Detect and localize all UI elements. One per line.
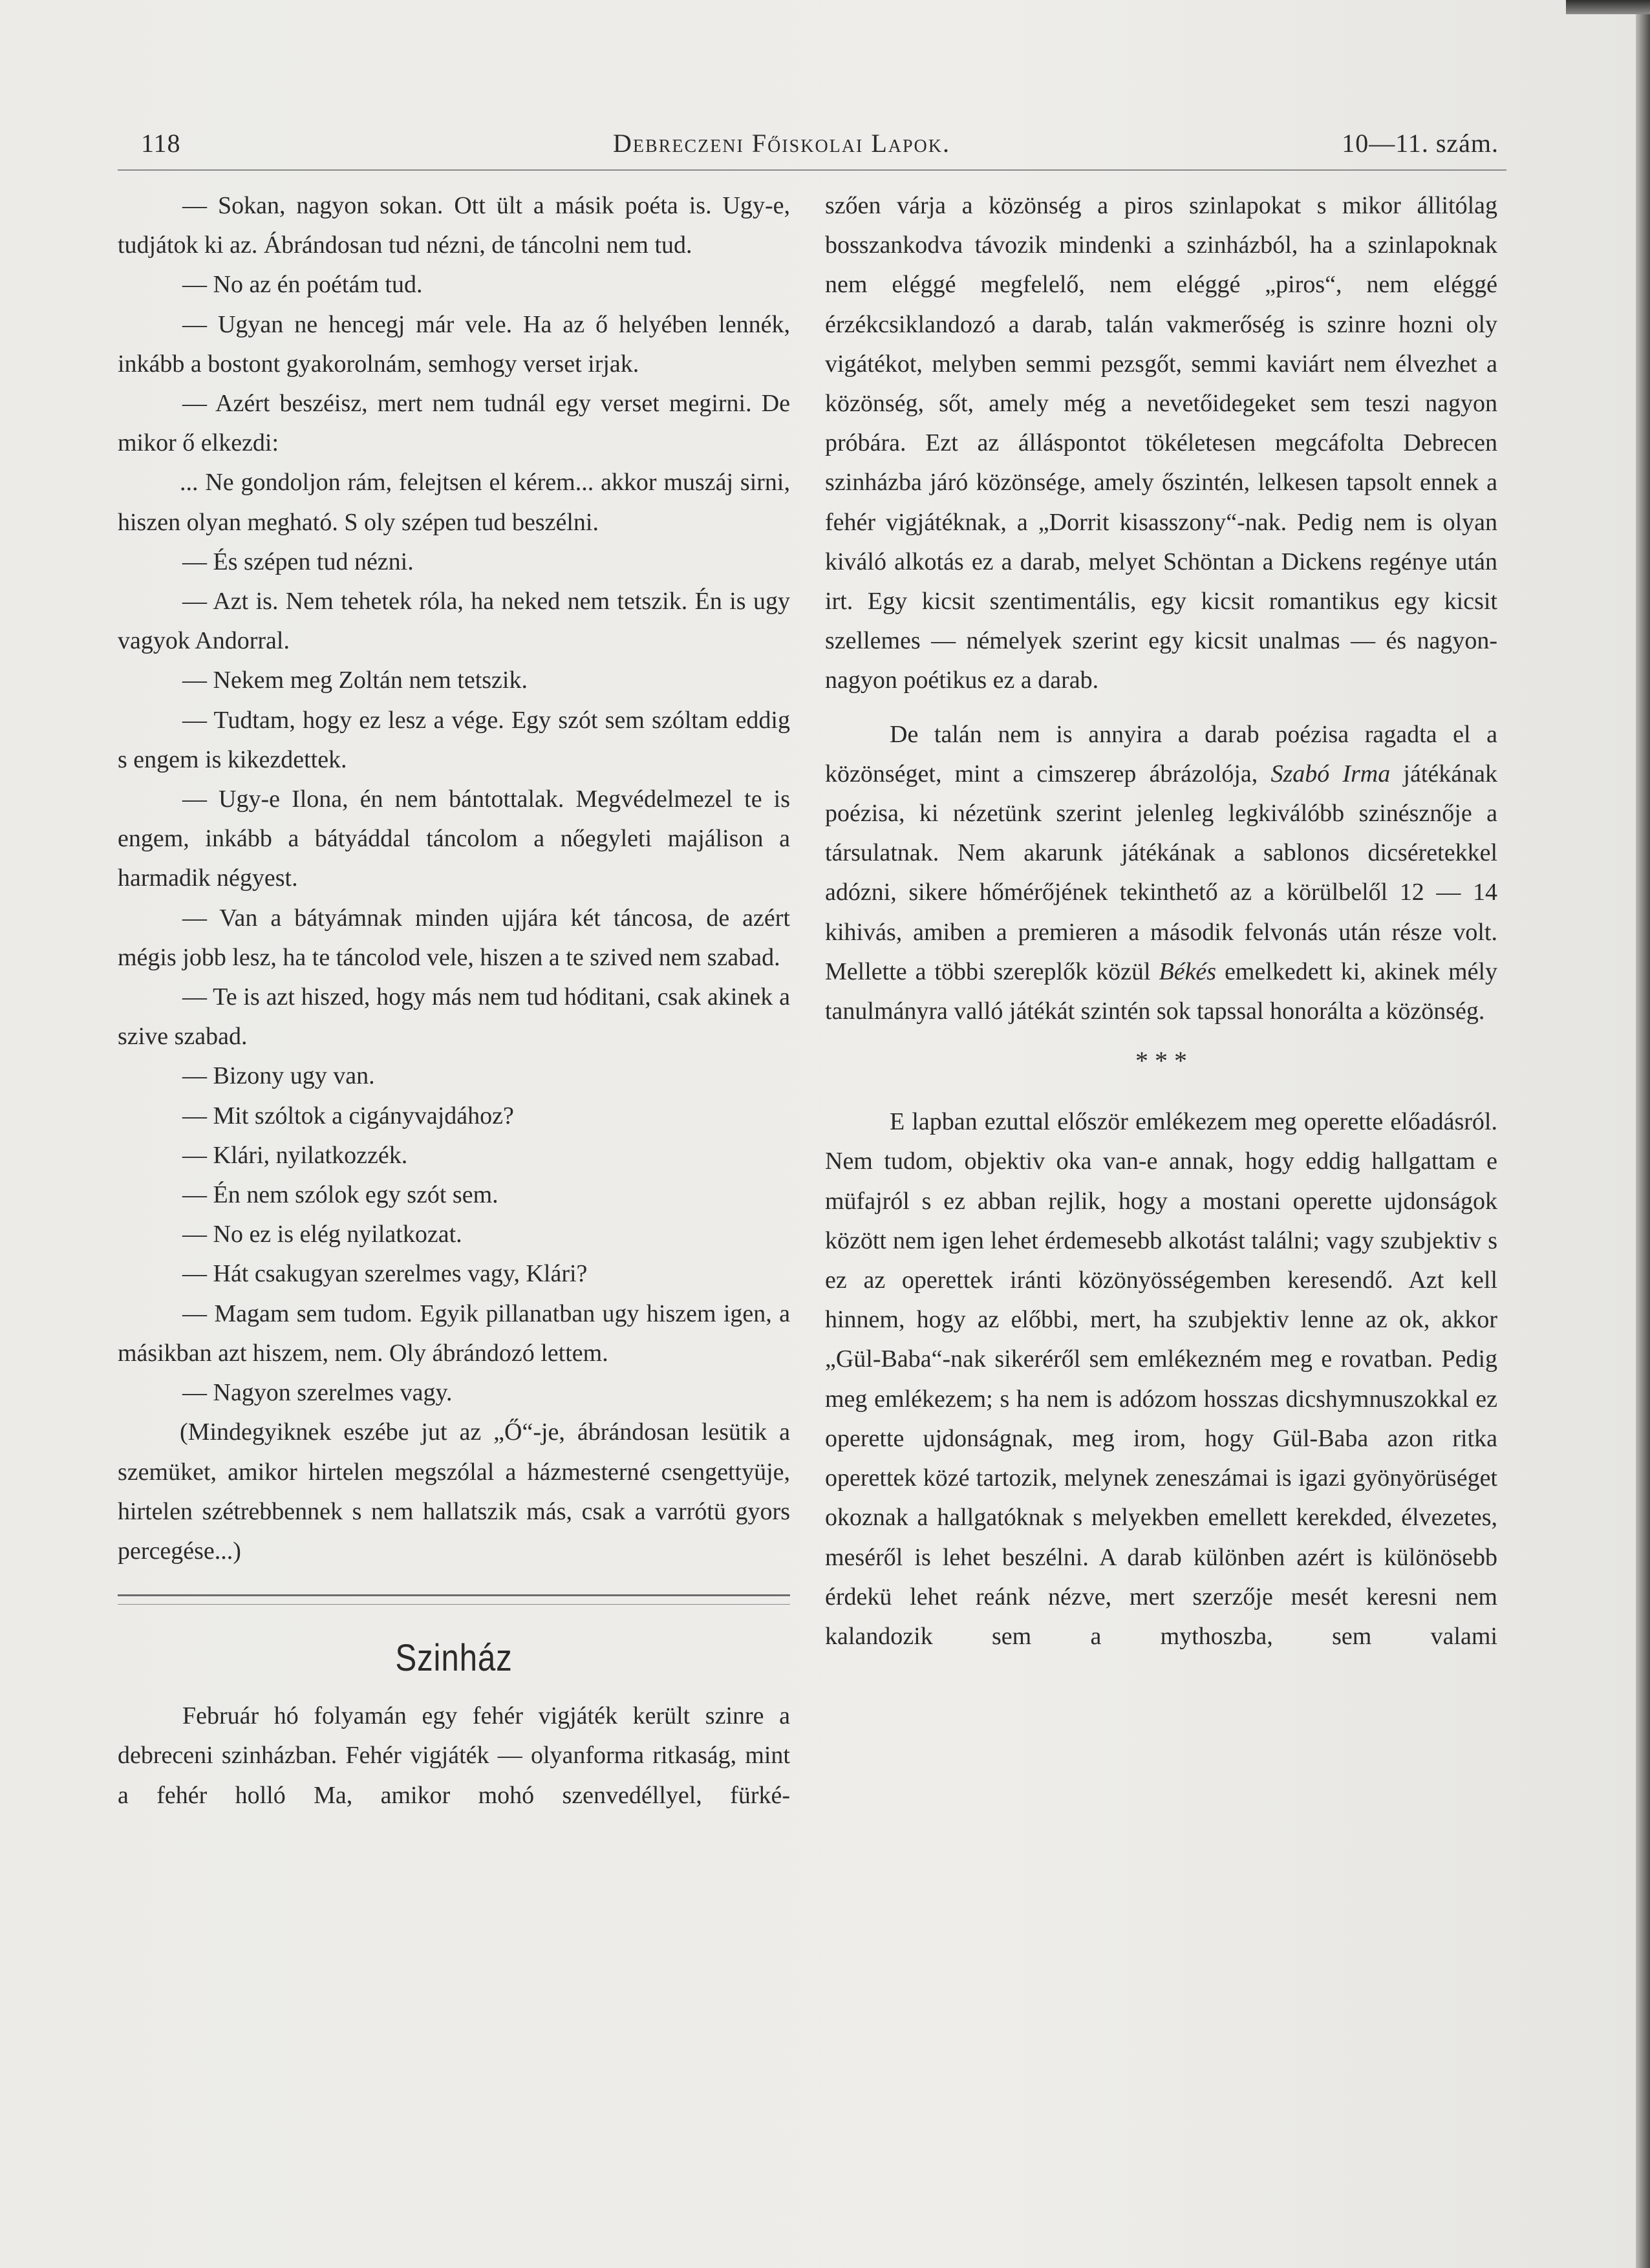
paragraph: Február hó folyamán egy fehér vigjáték került szinre a debreceni szinházban. Fehér vigjáték — olyanforma ritkaság, mint a fehér holló Ma, amikor mohó szenvedéllyel, fürké- <box>118 1702 790 1809</box>
section-divider <box>118 1594 790 1605</box>
paragraph: — Van a bátyámnak minden ujjára két táncosa, de azért mégis jobb lesz, ha te táncolod vele, hiszen a te szived nem szabad. <box>118 904 790 971</box>
paragraph: — Magam sem tudom. Egyik pillanatban ugy hiszem igen, a másikban azt hiszem, nem. Oly ábrándozó lettem. <box>118 1300 790 1367</box>
actor-name: Békés <box>1159 957 1217 985</box>
paragraph: szően várja a közönség a piros szinlapokat s mikor állitólag bosszankodva távozik mindenki a szinházból, ha a szinlapoknak nem eléggé megfelelő, nem eléggé „piros“, nem eléggé érzékcsiklandozó a darab, talán vakmerőség is szinre hozni oly vigátékot, melyben semmi pezsgőt, semmi kaviárt nem élvezhet a közönség, sőt, amely még a nevetőidegeket sem teszi nagyon próbára. Ezt az álláspontot tökéletesen megcáfolta Debrecen szinházba járó közönsége, amely őszintén, lelkesen tapsolt ennek a fehér vigjátéknak, a „Dorrit kisasszony“-nak. Pedig nem is olyan kiváló alkotás ez a darab, melyet Schöntan a Dickens regénye után irt. Egy kicsit szentimentális, egy kicsit romantikus egy kicsit szellemes — némelyek szerint egy kicsit unalmas — és nagyon-nagyon poétikus ez a darab. <box>825 192 1497 694</box>
issue-number: 10—11. szám. <box>1342 129 1499 158</box>
paragraph: — Sokan, nagyon sokan. Ott ült a másik poéta is. Ugy-e, tudjátok ki az. Ábrándosan tud nézni, de táncolni nem tud. <box>118 192 790 259</box>
paragraph: — Bizony ugy van. <box>182 1062 375 1090</box>
text-run: De talán nem is annyira a darab poézisa ragadta el a közönséget, mint a cimszerep ábrázolója, <box>825 720 1497 787</box>
paragraph: — Én nem szólok egy szót sem. <box>182 1181 498 1209</box>
paragraph: — Tudtam, hogy ez lesz a vége. Egy szót sem szóltam eddig s engem is kikezdettek. <box>118 706 790 773</box>
header-rule <box>118 169 1506 171</box>
paragraph: — Ugyan ne hencegj már vele. Ha az ő helyében lennék, inkább a bostont gyakorolnám, semhogy verset irjak. <box>118 310 790 378</box>
running-header <box>141 128 1499 167</box>
paragraph: E lapban ezuttal először emlékezem meg operette előadásról. Nem tudom, objektiv oka van-e annak, hogy eddig hallgattam e müfajról s ez abban rejlik, hogy a mostani operette ujdonságok között nem igen lehet érdemesebb alkotást találni; vagy szubjektiv s ez az operettek iránti közönyösségemben keresendő. Azt kell hinnem, hogy az előbbi, mert, ha szubjektiv lenne az ok, akkor „Gül-Baba“-nak sikeréről sem emlékezném meg e rovatban. Pedig meg emlékezem; s ha nem is adózom hosszas dicshymnuszokkal ez operette ujdonságnak, meg irom, hogy Gül-Baba azon ritka operettek közé tartozik, melynek zeneszámai is igazi gyönyörüséget okoznak a hallgatóknak s melyekben emellett kerekded, élvezetes, meséről is lehet beszélni. A darab különben azért is különösebb érdekü lehet reánk nézve, mert szerzője mesét keresni nem kalandozik sem a mythoszba, sem valami <box>825 1108 1497 1650</box>
paragraph-gap <box>825 701 1497 715</box>
paragraph: — És szépen tud nézni. <box>182 548 414 575</box>
asterism: * * * <box>1135 1046 1187 1076</box>
paragraph: (Mindegyiknek eszébe jut az „Ő“-je, ábrándosan lesütik a szemüket, amikor hirtelen megszólal a házmesterné csengettyüje, hirtelen szétrebbennek s nem hallatszik más, csak a varrótü gyors percegése...) <box>118 1418 790 1565</box>
paragraph: — Te is azt hiszed, hogy más nem tud hóditani, csak akinek a szive szabad. <box>118 983 790 1051</box>
actor-name: Szabó Irma <box>1270 760 1391 787</box>
paragraph: — No ez is elég nyilatkozat. <box>182 1221 462 1248</box>
paragraph <box>825 715 1497 1032</box>
text-run: emelkedett ki, akinek mély tanulmányra valló játékát szintén sok tapssal honorálta a közönség. <box>825 957 1498 1025</box>
section-title: Szinház <box>395 1637 513 1680</box>
paragraph: — Klári, nyilatkozzék. <box>182 1141 408 1169</box>
text-run: játékának poézisa, ki nézetünk szerint jelenleg legkiválóbb szinésznője a társulatnak. Nem akarunk játékának a sablonos dicséretekkel adózni, sikere hőmérőjének tekinthető az a körülbelől 12 — 14 kihivás, amiben a premieren a második felvonás után része volt. Mellette a többi szereplők közül <box>825 760 1497 985</box>
page-edge-shadow <box>1636 0 1650 2268</box>
paragraph: — Nagyon szerelmes vagy. <box>182 1379 453 1407</box>
paragraph: — No az én poétám tud. <box>182 271 423 299</box>
paragraph: — Hát csakugyan szerelmes vagy, Klári? <box>182 1260 588 1288</box>
paragraph: — Ugy-e Ilona, én nem bántottalak. Megvédelmezel te is engem, inkább a bátyáddal táncolom a nőegyleti majálison a harmadik négyest. <box>118 786 790 892</box>
paragraph: — Nekem meg Zoltán nem tetszik. <box>182 667 528 694</box>
paragraph: — Azért beszéisz, mert nem tudnál egy verset megirni. De mikor ő elkezdi: <box>118 390 790 457</box>
paragraph: ... Ne gondoljon rám, felejtsen el kérem... akkor muszáj sirni, hiszen olyan megható. S oly szépen tud beszélni. <box>118 469 790 536</box>
journal-title: Debreczeni Főiskolai Lapok. <box>613 129 950 158</box>
page-corner-shadow <box>1566 0 1650 14</box>
right-column <box>825 186 1497 1656</box>
page-number: 118 <box>141 129 181 158</box>
paragraph: — Mit szóltok a cigányvajdához? <box>182 1102 514 1129</box>
paragraph: — Azt is. Nem tehetek róla, ha neked nem tetszik. Én is ugy vagyok Andorral. <box>118 588 790 655</box>
left-column <box>118 186 790 1815</box>
